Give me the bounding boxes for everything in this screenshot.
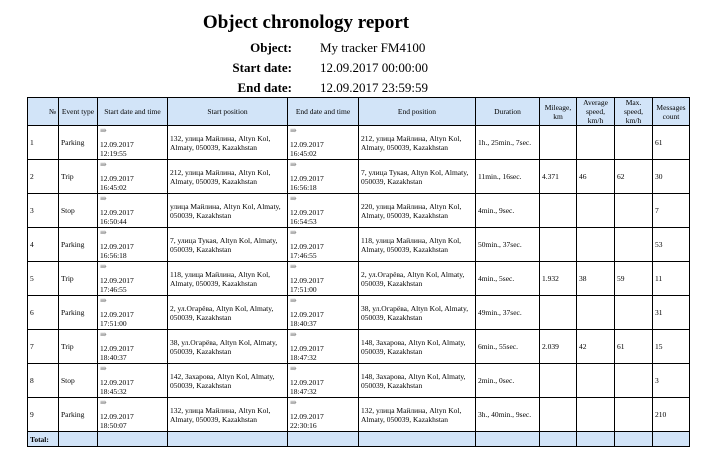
event-type: Trip [59,262,98,296]
mileage [540,228,577,262]
start-datetime [98,228,168,262]
col-header-end-dt: End date and time [288,98,359,126]
arrow-icon: ⇛ [100,194,107,203]
chronology-table [27,97,690,447]
end-position: 118, улица Майлина, Altyn Kol, Almaty, 050039, Kazakhstan [359,228,476,262]
date-text: 12.09.2017 [290,412,324,421]
end-date-label: End date: [237,80,292,95]
end-position: 7, улица Тукая, Altyn Kol, Almaty, 050039, Kazakhstan [359,160,476,194]
start-position: 38, ул.Огарёва, Altyn Kol, Almaty, 050039, Kazakhstan [168,330,288,364]
end-position: 38, ул.Огарёва, Altyn Kol, Almaty, 050039, Kazakhstan [359,296,476,330]
start-datetime [98,398,168,432]
col-header-num: № [28,98,59,126]
col-header-start-pos: Start position [168,98,288,126]
time-text: 18:45:32 [100,387,127,396]
start-date-value: 12.09.2017 00:00:00 [320,60,428,75]
table-row [28,194,690,228]
duration: 3h., 40min., 9sec. [476,398,540,432]
mileage [540,296,577,330]
time-text: 16:56:18 [290,183,317,192]
avg-speed: 42 [577,330,615,364]
total-row [28,432,690,447]
date-text: 12.09.2017 [100,276,134,285]
event-type: Stop [59,194,98,228]
table-row [28,398,690,432]
time-text: 16:56:18 [100,251,127,260]
col-header-avg-speed: Average speed, km/h [577,98,615,126]
event-type: Trip [59,160,98,194]
date-text: 12.09.2017 [290,208,324,217]
start-position: улица Майлина, Altyn Kol, Almaty, 050039, Kazakhstan [168,194,288,228]
messages-count: 11 [653,262,690,296]
event-type: Parking [59,126,98,160]
duration: 6min., 55sec. [476,330,540,364]
arrow-icon: ⇛ [100,228,107,237]
mileage [540,364,577,398]
date-text: 12.09.2017 [290,276,324,285]
col-header-mileage: Mileage, km [540,98,577,126]
mileage: 2.039 [540,330,577,364]
arrow-icon: ⇛ [290,194,297,203]
max-speed: 62 [615,160,653,194]
time-text: 17:51:00 [100,319,127,328]
end-position: 212, улица Майлина, Altyn Kol, Almaty, 050039, Kazakhstan [359,126,476,160]
messages-count: 3 [653,364,690,398]
arrow-icon: ⇛ [290,364,297,373]
event-type: Stop [59,364,98,398]
end-datetime [288,330,359,364]
arrow-icon: ⇛ [290,126,297,135]
start-position: 212, улица Майлина, Altyn Kol, Almaty, 050039, Kazakhstan [168,160,288,194]
arrow-icon: ⇛ [290,228,297,237]
duration: 49min., 37sec. [476,296,540,330]
date-text: 12.09.2017 [290,242,324,251]
messages-count: 15 [653,330,690,364]
avg-speed [577,296,615,330]
date-text: 12.09.2017 [290,174,324,183]
end-datetime [288,228,359,262]
object-value: My tracker FM4100 [320,40,426,55]
time-text: 18:47:32 [290,387,317,396]
col-header-duration: Duration [476,98,540,126]
mileage [540,398,577,432]
end-date-value: 12.09.2017 23:59:59 [320,80,428,95]
event-type: Trip [59,330,98,364]
arrow-icon: ⇛ [290,330,297,339]
mileage: 4.371 [540,160,577,194]
arrow-icon: ⇛ [290,262,297,271]
date-text: 12.09.2017 [290,310,324,319]
start-datetime [98,364,168,398]
row-number: 4 [28,228,59,262]
col-header-start-dt: Start date and time [98,98,168,126]
col-header-event-type: Event type [59,98,98,126]
event-type: Parking [59,228,98,262]
time-text: 12:19:55 [100,149,127,158]
duration: 4min., 9sec. [476,194,540,228]
date-text: 12.09.2017 [100,310,134,319]
table-row [28,160,690,194]
end-datetime [288,398,359,432]
time-text: 18:40:37 [100,353,127,362]
start-datetime [98,126,168,160]
row-number: 5 [28,262,59,296]
start-position: 7, улица Тукая, Altyn Kol, Almaty, 050039, Kazakhstan [168,228,288,262]
max-speed [615,194,653,228]
end-datetime [288,194,359,228]
arrow-icon: ⇛ [100,364,107,373]
table-row [28,364,690,398]
mileage [540,126,577,160]
arrow-icon: ⇛ [290,398,297,407]
start-date-label: Start date: [232,60,292,75]
time-text: 16:54:53 [290,217,317,226]
max-speed [615,398,653,432]
time-text: 16:50:44 [100,217,127,226]
avg-speed [577,126,615,160]
avg-speed [577,228,615,262]
arrow-icon: ⇛ [100,398,107,407]
col-header-max-speed: Max. speed, km/h [615,98,653,126]
time-text: 17:51:00 [290,285,317,294]
messages-count: 61 [653,126,690,160]
table-row [28,262,690,296]
duration: 11min., 16sec. [476,160,540,194]
end-position: 148, Захарова, Altyn Kol, Almaty, 050039, Kazakhstan [359,330,476,364]
arrow-icon: ⇛ [100,126,107,135]
end-position: 148, Захарова, Altyn Kol, Almaty, 050039, Kazakhstan [359,364,476,398]
duration: 2min., 0sec. [476,364,540,398]
row-number: 6 [28,296,59,330]
time-text: 18:47:32 [290,353,317,362]
messages-count: 30 [653,160,690,194]
date-text: 12.09.2017 [100,412,134,421]
date-text: 12.09.2017 [290,344,324,353]
start-datetime [98,330,168,364]
avg-speed: 46 [577,160,615,194]
table-row [28,126,690,160]
end-datetime [288,160,359,194]
max-speed: 61 [615,330,653,364]
messages-count: 7 [653,194,690,228]
messages-count: 53 [653,228,690,262]
date-text: 12.09.2017 [100,344,134,353]
time-text: 18:50:07 [100,421,127,430]
end-position: 2, ул.Огарёва, Altyn Kol, Almaty, 050039, Kazakhstan [359,262,476,296]
total-label: Total: [28,432,59,447]
date-text: 12.09.2017 [100,140,134,149]
avg-speed: 38 [577,262,615,296]
start-position: 142, Захарова, Altyn Kol, Almaty, 050039, Kazakhstan [168,364,288,398]
time-text: 17:46:55 [100,285,127,294]
start-position: 118, улица Майлина, Altyn Kol, Almaty, 050039, Kazakhstan [168,262,288,296]
duration: 50min., 37sec. [476,228,540,262]
start-position: 2, ул.Огарёва, Altyn Kol, Almaty, 050039, Kazakhstan [168,296,288,330]
time-text: 17:46:55 [290,251,317,260]
end-datetime [288,364,359,398]
report-title: Object chronology report [202,12,410,33]
table-row [28,296,690,330]
duration: 1h., 25min., 7sec. [476,126,540,160]
arrow-icon: ⇛ [100,262,107,271]
end-datetime [288,126,359,160]
table-header-row [28,98,690,126]
avg-speed [577,364,615,398]
row-number: 2 [28,160,59,194]
avg-speed [577,194,615,228]
end-position: 132, улица Майлина, Altyn Kol, Almaty, 050039, Kazakhstan [359,398,476,432]
arrow-icon: ⇛ [290,296,297,305]
arrow-icon: ⇛ [100,160,107,169]
start-datetime [98,262,168,296]
messages-count: 210 [653,398,690,432]
arrow-icon: ⇛ [290,160,297,169]
event-type: Parking [59,398,98,432]
end-position: 220, улица Майлина, Altyn Kol, Almaty, 050039, Kazakhstan [359,194,476,228]
row-number: 1 [28,126,59,160]
avg-speed [577,398,615,432]
max-speed [615,296,653,330]
messages-count: 31 [653,296,690,330]
date-text: 12.09.2017 [290,140,324,149]
max-speed: 59 [615,262,653,296]
start-datetime [98,296,168,330]
date-text: 12.09.2017 [100,242,134,251]
max-speed [615,364,653,398]
date-text: 12.09.2017 [100,208,134,217]
arrow-icon: ⇛ [100,330,107,339]
time-text: 16:45:02 [100,183,127,192]
event-type: Parking [59,296,98,330]
mileage [540,194,577,228]
max-speed [615,228,653,262]
time-text: 16:45:02 [290,149,317,158]
max-speed [615,126,653,160]
start-position: 132, улица Майлина, Altyn Kol, Almaty, 050039, Kazakhstan [168,398,288,432]
row-number: 8 [28,364,59,398]
duration: 4min., 5sec. [476,262,540,296]
table-row [28,330,690,364]
row-number: 9 [28,398,59,432]
time-text: 22:30:16 [290,421,317,430]
date-text: 12.09.2017 [290,378,324,387]
col-header-end-pos: End position [359,98,476,126]
table-row [28,228,690,262]
row-number: 3 [28,194,59,228]
object-label: Object: [250,40,292,55]
arrow-icon: ⇛ [100,296,107,305]
start-position: 132, улица Майлина, Altyn Kol, Almaty, 050039, Kazakhstan [168,126,288,160]
end-datetime [288,262,359,296]
row-number: 7 [28,330,59,364]
end-datetime [288,296,359,330]
date-text: 12.09.2017 [100,174,134,183]
date-text: 12.09.2017 [100,378,134,387]
mileage: 1.932 [540,262,577,296]
start-datetime [98,160,168,194]
col-header-messages: Messages count [653,98,690,126]
start-datetime [98,194,168,228]
time-text: 18:40:37 [290,319,317,328]
